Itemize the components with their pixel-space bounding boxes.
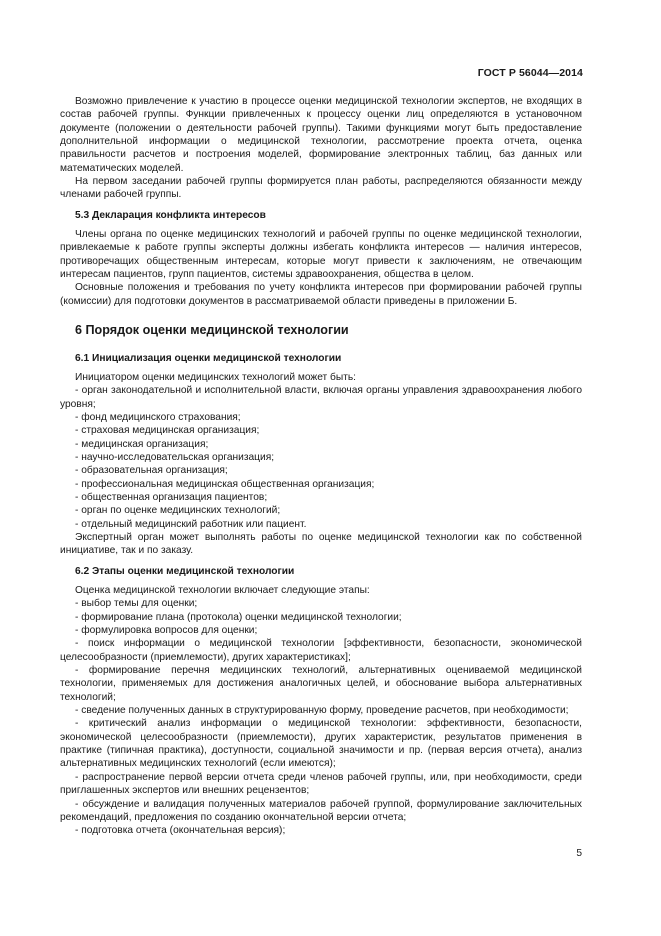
- dash-marker: [75, 425, 78, 436]
- list-item: [60, 798, 582, 825]
- dash-marker: [75, 479, 78, 490]
- dash-marker: [75, 505, 78, 516]
- dash-marker: [75, 492, 78, 503]
- bullet-list: [60, 384, 582, 531]
- document-body: [60, 95, 582, 838]
- list-item: [60, 611, 582, 624]
- list-item-text: обсуждение и валидация полученных материалов рабочей группой, формулирование заключительных рекомендаций, предложения по созданию окончательной версии отчета;: [60, 798, 582, 823]
- list-item: [60, 704, 582, 717]
- paragraph: Оценка медицинской технологии включает следующие этапы:: [75, 585, 370, 596]
- dash-marker: [75, 772, 78, 783]
- list-item: [60, 504, 582, 517]
- dash-marker: [75, 598, 78, 609]
- list-item: [60, 771, 582, 798]
- list-item: [60, 597, 582, 610]
- list-item: [60, 717, 582, 770]
- list-item-text: страховая медицинская организация;: [81, 425, 260, 437]
- list-item-text: выбор темы для оценки;: [81, 598, 198, 610]
- dash-marker: [75, 452, 78, 463]
- dash-marker: [75, 519, 78, 530]
- list-item: [60, 451, 582, 464]
- list-item: [60, 637, 582, 664]
- dash-marker: [75, 412, 78, 423]
- list-item-text: формирование перечня медицинских технологий, альтернативных оцениваемой медицинской технологии, применяемых для достижения аналогичных целей, и обоснование выбора альтернативных технологий;: [60, 665, 582, 703]
- list-item-text: фонд медицинского страхования;: [81, 411, 241, 423]
- paragraph: Основные положения и требования по учету конфликта интересов при формировании рабочей группы (комиссии) для подготовки документов в рассматриваемой области приведены в приложении Б.: [60, 282, 582, 307]
- list-item-text: формулировка вопросов для оценки;: [81, 625, 258, 637]
- list-item-text: сведение полученных данных в структурированную форму, проведение расчетов, при необходимости;: [81, 705, 569, 717]
- dash-marker: [75, 385, 78, 396]
- list-item: [60, 464, 582, 477]
- subsection-heading: 6.1 Инициализация оценки медицинской технологии: [75, 352, 342, 364]
- paragraph: Возможно привлечение к участию в процессе оценки медицинской технологии экспертов, не входящих в состав рабочей группы. Функции привлеченных к процессу оценки лиц определяются в установочном документе (положении о деятельности рабочей группы). Такими функциями могут быть предоставление дополнительной информации о медицинской технологии, рассмотрение проекта отчета, оценка правильности расчетов и построения моделей, формирование электронных таблиц, баз данных или математических моделей.: [60, 96, 582, 174]
- list-item: [60, 518, 582, 531]
- list-item-text: распространение первой версии отчета среди членов рабочей группы, или, при необходимости, среди приглашенных экспертов или внешних рецензентов;: [60, 771, 582, 797]
- document-header: ГОСТ Р 56044—2014: [477, 67, 583, 79]
- list-item-text: профессиональная медицинская общественная организация;: [81, 478, 375, 490]
- dash-marker: [75, 439, 78, 450]
- list-item: [60, 491, 582, 504]
- dash-marker: [75, 705, 78, 716]
- dash-marker: [75, 625, 78, 636]
- list-item: [60, 624, 582, 637]
- dash-marker: [75, 612, 78, 623]
- list-item-text: подготовка отчета (окончательная версия);: [81, 825, 286, 837]
- dash-marker: [75, 718, 78, 729]
- list-item: [60, 824, 582, 837]
- list-item-text: общественная организация пациентов;: [81, 491, 268, 503]
- dash-marker: [75, 465, 78, 476]
- bullet-list: [60, 597, 582, 837]
- list-item-text: орган законодательной и исполнительной власти, включая органы управления здравоохранения любого уровня;: [60, 385, 582, 410]
- list-item: [60, 384, 582, 411]
- paragraph: Члены органа по оценке медицинских технологий и рабочей группы по оценке медицинской технологии, привлекаемые к работе группы эксперты должны избегать конфликта интересов — наличия интересов, противоречащих общественным интересам, которые могут привести к заключениям, не отвечающим интересам пациентов, групп пациентов, системы здравоохранения, общества в целом.: [60, 229, 582, 281]
- subsection-heading: 6.2 Этапы оценки медицинской технологии: [75, 565, 295, 577]
- dash-marker: [75, 665, 78, 676]
- page-number: 5: [576, 848, 582, 859]
- list-item: [60, 424, 582, 437]
- dash-marker: [75, 825, 78, 836]
- list-item-text: медицинская организация;: [81, 438, 209, 450]
- list-item-text: поиск информации о медицинской технологии [эффективности, безопасности, экономической целесообразности (приемлемости), других характеристиках];: [60, 638, 582, 663]
- section-heading: 6 Порядок оценки медицинской технологии: [75, 323, 349, 338]
- list-item: [60, 411, 582, 424]
- list-item: [60, 664, 582, 704]
- list-item-text: отдельный медицинский работник или пациент.: [81, 518, 307, 530]
- list-item-text: орган по оценке медицинских технологий;: [81, 505, 281, 517]
- paragraph: На первом заседании рабочей группы формируется план работы, распределяются обязанности между членами рабочей группы.: [60, 176, 582, 201]
- list-item: [60, 478, 582, 491]
- list-item-text: научно-исследовательская организация;: [81, 451, 275, 463]
- subsection-heading: 5.3 Декларация конфликта интересов: [75, 209, 266, 221]
- paragraph: Инициатором оценки медицинских технологий может быть:: [75, 371, 357, 383]
- paragraph: Экспертный орган может выполнять работы по оценке медицинской технологии как по собственной инициативе, так и по заказу.: [60, 531, 582, 557]
- dash-marker: [75, 638, 78, 649]
- list-item-text: формирование плана (протокола) оценки медицинской технологии;: [81, 611, 402, 623]
- list-item-text: критический анализ информации о медицинской технологии: эффективности, безопасности, экономической целесообразности (приемлемости), других характеристик, результатов применения в практике (типичная практика), доступности, социальной значимости и пр. (первая версия отчета), анализ альтернативных медицинских технологий (если имеются);: [60, 718, 582, 770]
- list-item: [60, 438, 582, 451]
- list-item-text: образовательная организация;: [81, 465, 228, 477]
- dash-marker: [75, 799, 78, 810]
